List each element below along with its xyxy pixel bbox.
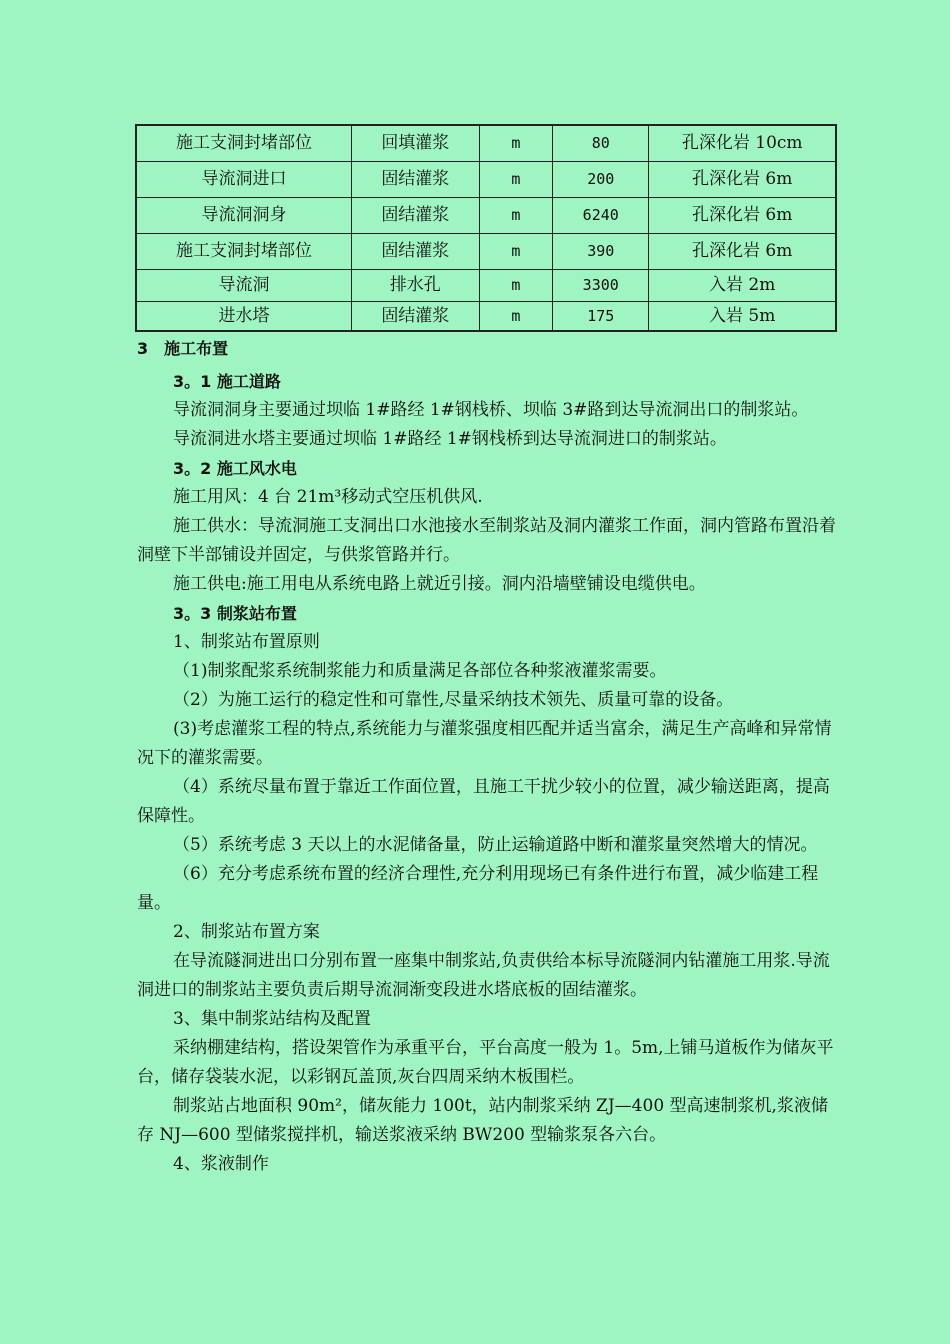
table-row [136, 301, 836, 331]
document-body [137, 330, 837, 1179]
table-row [136, 233, 836, 269]
table-cell: 孔深化岩 6m [649, 197, 836, 233]
table-cell: m [479, 233, 552, 269]
table-cell: 固结灌浆 [351, 301, 479, 331]
table-cell: 回填灌浆 [351, 125, 479, 161]
table-cell: 6240 [553, 197, 649, 233]
paragraph: (3)考虑灌浆工程的特点,系统能力与灌浆强度相匹配并适当富余，满足生产高峰和异常情况下的灌浆需要。 [137, 719, 832, 768]
table-row [136, 269, 836, 301]
table-cell: m [479, 301, 552, 331]
paragraph: 导流洞进水塔主要通过坝临 1#路经 1#钢栈桥到达导流洞进口的制浆站。 [173, 429, 727, 449]
paragraph: （5）系统考虑 3 天以上的水泥储备量，防止运输道路中断和灌浆量突然增大的情况。 [173, 835, 818, 855]
paragraph: （4）系统尽量布置于靠近工作面位置，且施工干扰少较小的位置，减少输送距离，提高保障性。 [137, 777, 830, 826]
subsection-heading: 3。2 施工风水电 [173, 459, 297, 478]
paragraph: （6）充分考虑系统布置的经济合理性,充分利用现场已有条件进行布置，减少临建工程量。 [137, 864, 819, 913]
table-cell: 80 [553, 125, 649, 161]
paragraph: 2、制浆站布置方案 [173, 922, 320, 942]
table-cell: 导流洞 [136, 269, 351, 301]
table-cell: m [479, 125, 552, 161]
table-cell: 施工支洞封堵部位 [136, 125, 351, 161]
table-cell: 导流洞进口 [136, 161, 351, 197]
table-cell: 175 [553, 301, 649, 331]
paragraph: 在导流隧洞进出口分别布置一座集中制浆站,负责供给本标导流隧洞内钻灌施工用浆.导流洞进口的制浆站主要负责后期导流洞渐变段进水塔底板的固结灌浆。 [137, 951, 830, 1000]
grouting-quantity-table [135, 124, 837, 332]
table-cell: m [479, 269, 552, 301]
table-row [136, 197, 836, 233]
table-row [136, 161, 836, 197]
paragraph: 施工供水：导流洞施工支洞出口水池接水至制浆站及洞内灌浆工作面，洞内管路布置沿着洞壁下半部铺设并固定，与供浆管路并行。 [137, 516, 836, 565]
table-cell: 3300 [553, 269, 649, 301]
table-cell: 390 [553, 233, 649, 269]
table-cell: 施工支洞封堵部位 [136, 233, 351, 269]
paragraph: 施工供电:施工用电从系统电路上就近引接。洞内沿墙壁铺设电缆供电。 [173, 574, 706, 594]
paragraph: 施工用风：4 台 21m³移动式空压机供风. [173, 487, 483, 507]
table-cell: m [479, 161, 552, 197]
paragraph: 制浆站占地面积 90m²，储灰能力 100t，站内制浆采纳 ZJ—400 型高速制浆机,浆液储存 NJ—600 型储浆搅拌机，输送浆液采纳 BW200 型输浆泵各六台。 [137, 1096, 828, 1145]
table-cell: 固结灌浆 [351, 233, 479, 269]
subsection-heading: 3。1 施工道路 [173, 372, 281, 391]
table-cell: 孔深化岩 6m [649, 233, 836, 269]
table-cell: 孔深化岩 6m [649, 161, 836, 197]
paragraph: （1)制浆配浆系统制浆能力和质量满足各部位各种浆液灌浆需要。 [173, 661, 667, 681]
table-cell: 孔深化岩 10cm [649, 125, 836, 161]
table-cell: 排水孔 [351, 269, 479, 301]
table-cell: 入岩 5m [649, 301, 836, 331]
paragraph: 采纳棚建结构，搭设架管作为承重平台，平台高度一般为 1。5m,上铺马道板作为储灰平台，储存袋装水泥，以彩钢瓦盖顶,灰台四周采纳木板围栏。 [137, 1038, 834, 1087]
paragraph: 1、制浆站布置原则 [173, 632, 320, 652]
paragraph: 4、浆液制作 [173, 1154, 269, 1174]
table-cell: 导流洞洞身 [136, 197, 351, 233]
table-row [136, 125, 836, 161]
section-heading: 3 施工布置 [137, 339, 229, 358]
table-cell: m [479, 197, 552, 233]
paragraph: 导流洞洞身主要通过坝临 1#路经 1#钢栈桥、坝临 3#路到达导流洞出口的制浆站。 [173, 400, 809, 420]
table-cell: 200 [553, 161, 649, 197]
table-cell: 入岩 2m [649, 269, 836, 301]
table-cell: 固结灌浆 [351, 197, 479, 233]
table-cell: 固结灌浆 [351, 161, 479, 197]
paragraph: （2）为施工运行的稳定性和可靠性,尽量采纳技术领先、质量可靠的设备。 [173, 690, 734, 710]
paragraph: 3、集中制浆站结构及配置 [173, 1009, 371, 1029]
subsection-heading: 3。3 制浆站布置 [173, 604, 297, 623]
table-cell: 进水塔 [136, 301, 351, 331]
